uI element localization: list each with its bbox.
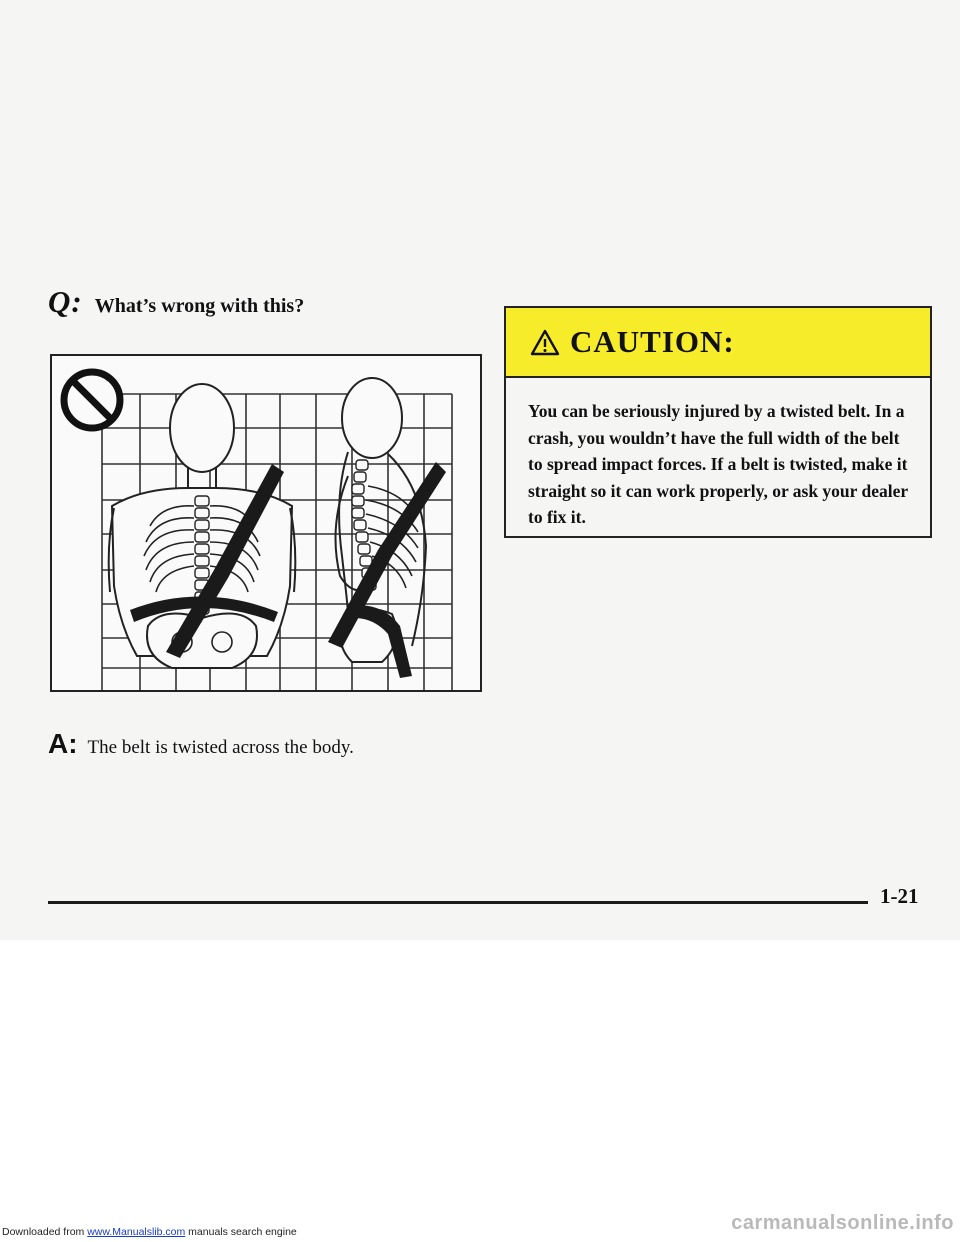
- page-number: 1-21: [880, 884, 919, 908]
- caution-title: CAUTION:: [570, 324, 735, 359]
- question-text: What’s wrong with this?: [94, 295, 305, 317]
- page-margin: [0, 940, 960, 1242]
- watermark-prefix: Downloaded from: [2, 1226, 88, 1238]
- footer-rule: [48, 901, 868, 904]
- question-marker: Q:: [48, 284, 83, 319]
- question: [48, 284, 304, 320]
- answer-text: The belt is twisted across the body.: [87, 737, 354, 758]
- prohibited-icon: [64, 372, 120, 428]
- warning-triangle-icon: [530, 329, 560, 356]
- front-torso-skeleton: [109, 384, 296, 668]
- watermark-suffix: manuals search engine: [185, 1226, 297, 1238]
- side-torso-skeleton: [328, 378, 446, 678]
- answer-marker: A:: [48, 728, 78, 759]
- answer: [48, 728, 354, 760]
- twisted-belt-illustration: [50, 354, 482, 692]
- caution-header: [506, 308, 930, 378]
- manualslib-link[interactable]: www.Manualslib.com: [87, 1226, 186, 1238]
- site-watermark: carmanualsonline.info: [731, 1212, 954, 1234]
- caution-box: [504, 306, 932, 538]
- download-watermark: [2, 1226, 297, 1238]
- caution-body: You can be seriously injured by a twisted belt. In a crash, you wouldn’t have the full width of the belt to spread impact forces. If a belt is twisted, make it straight so it can work properly, or ask your dealer to fix it.: [528, 401, 908, 527]
